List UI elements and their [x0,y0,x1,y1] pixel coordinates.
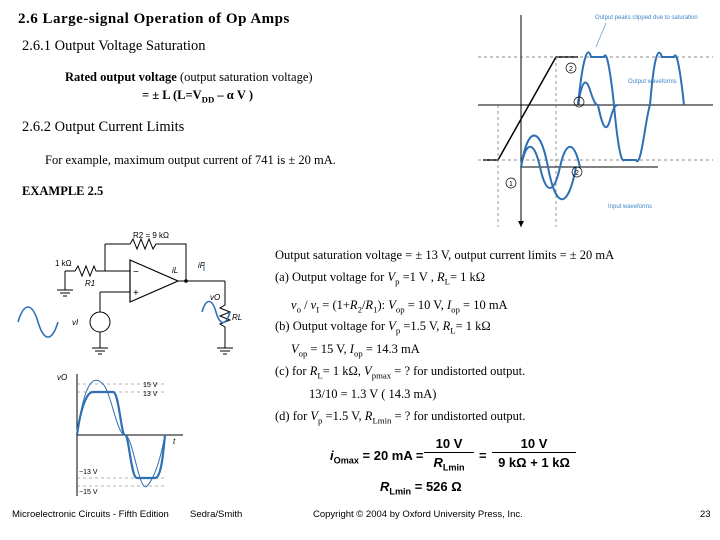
mark-1-bottom: 1 [509,181,513,188]
output-node [184,279,188,283]
noninverting-input-sign: + [133,288,139,299]
gain-vop-value: = 10 V, [404,298,447,312]
gain-line [291,298,508,315]
gain-vi: v [310,298,317,312]
part-b-iop: I [349,342,354,356]
vo-label: vO [210,293,221,302]
rated-eq-sub: DD [201,94,215,105]
part-c-text: (c) for [275,364,310,378]
rl-label: RL [232,313,243,322]
part-c-result: 13/10 = 1.3 V ( 14.3 mA) [309,387,437,401]
mark-2-bottom: 2 [575,170,579,177]
part-b-rl-value: = 1 kΩ [455,319,491,333]
part-d-vp: V [310,409,319,423]
example-sentence: For example, maximum output current of 741 is ± 20 mA. [45,153,336,167]
vo-axis-label: vO [57,373,68,382]
gain-r1: R [365,298,374,312]
part-d-tail: = ? for undistorted output. [391,409,526,423]
part-a-rl: R [436,270,445,284]
gain-vi-sub: I [316,304,320,315]
output-sine-icon [202,302,230,323]
output-waveform-plot [55,366,185,498]
formula-result: $R_{Lmin} = 526$ Ω [380,479,462,497]
example-heading: EXAMPLE 2.5 [22,184,104,198]
transfer-curve [483,57,578,160]
gain-iop-value: = 10 mA [459,298,508,312]
footer-page-number: 23 [700,509,711,520]
part-a-rl-sub: L [444,276,450,287]
part-d-vp-sub: p [318,415,323,426]
gain-vo: v [291,298,297,312]
gain-iop: I [446,298,452,312]
inverting-input-sign: − [133,267,139,278]
annotation-output-peaks: Output peaks clipped due to saturation [595,15,698,21]
part-b-vop-value: = 15 V, [307,342,350,356]
rated-output-bold: Rated output voltage [65,70,177,84]
section-heading-output-voltage-saturation: 2.6.1 Output Voltage Saturation [22,38,206,54]
gain-slash: / [300,298,311,312]
part-a-vp-value: =1 V , [399,270,437,284]
formula-num2: 10 V [520,436,548,451]
r2-label: R2 = 9 kΩ [133,231,169,240]
tick-neg15v: −15 V [79,489,98,496]
part-b-rl-sub: L [450,325,456,336]
gain-close: ): [377,298,389,312]
gain-r1-sub: 1 [373,304,378,315]
part-c-line [275,364,525,381]
mark-2-top: 2 [569,66,573,73]
gain-open: = (1+ [319,298,350,312]
part-d-rlmin: R [364,409,373,423]
r1-label: R1 [85,279,96,288]
part-b-vp-value: =1.5 V, [400,319,443,333]
part-d-line [275,409,526,426]
tick-15v: 15 V [143,382,158,389]
page-title: 2.6 Large-signal Operation of Op Amps [18,11,290,27]
rated-output-line [65,70,313,85]
part-b-iop-value: = 14.3 mA [362,342,420,356]
r1-resistor [65,266,130,276]
footer-authors: Sedra/Smith [190,509,243,520]
formula-den1: $R_{Lmin}$ [433,455,465,473]
part-c-rl-value: = 1 kΩ, [322,364,365,378]
rated-eq-main: = ± L (L=V [142,88,202,102]
rated-output-rest: (output saturation voltage) [176,70,313,84]
part-b-line [275,319,491,336]
r1-value-label: 1 kΩ [55,259,72,268]
section-heading-output-current-limits: 2.6.2 Output Current Limits [22,119,185,135]
part-b-vp: V [388,319,396,333]
part-b-iop-sub: op [353,348,363,359]
part-b-vop-sub: op [298,348,308,359]
annotation-output-waveforms: Output waveforms [628,79,677,85]
formula-den2: 9 kΩ + 1 kΩ [498,455,570,470]
gain-vop-sub: op [395,304,405,315]
output-waveform-clipped [578,52,684,161]
mark-1-top: 1 [577,100,581,107]
input-source-icon [90,312,110,332]
part-a-vp: V [387,270,396,284]
annotation-output-peaks-pointer [596,23,606,47]
input-sine-icon [18,307,58,337]
rated-eq-tail: – α V ) [214,88,253,102]
transfer-characteristic-figure [478,5,718,227]
formula-lhs: $i_{Omax} = 20$ mA = [330,448,424,466]
op-amp-circuit [10,230,255,360]
part-b-result [291,342,420,359]
if-label: iF [198,261,205,270]
part-c-vpmax: V [364,364,372,378]
gain-iop-sub: op [451,304,460,315]
part-a-vp-sub: p [395,276,400,287]
time-axis-label: t [173,437,176,446]
part-b-rl: R [442,319,451,333]
gain-div: / [361,298,366,312]
il-label: iL [172,266,179,275]
tick-neg13v: −13 V [79,469,98,476]
part-b-vop: V [291,342,299,356]
vi-label: vI [72,318,79,327]
tick-13v: 13 V [143,391,158,398]
gain-r2-sub: 2 [357,304,362,315]
part-a-rl-value: = 1 kΩ [449,270,486,284]
rated-output-equation [142,88,253,105]
part-c-tail: = ? for undistorted output. [391,364,526,378]
footer-copyright: Copyright © 2004 by Oxford University Press, Inc. [313,509,523,520]
part-c-rl: R [309,364,318,378]
part-c-vpmax-sub: pmax [371,370,392,381]
gain-vop: V [388,298,396,312]
part-b-vp-sub: p [395,325,401,336]
saturation-limits-line: Output saturation voltage = ± 13 V, output current limits = ± 20 mA [275,248,615,262]
part-c-rl-sub: L [317,370,323,381]
gain-r2: R [349,298,358,312]
part-d-rlmin-sub: Lmin [372,415,392,426]
part-a-text: (a) Output voltage for [275,270,388,284]
part-a-line [275,270,485,287]
gain-vo-sub: o [296,304,301,315]
part-b-text: (b) Output voltage for [275,319,389,333]
formula-num1: 10 V [435,436,463,451]
annotation-input-waveforms: Input waveforms [608,204,653,210]
formula-eq2: = [479,448,487,463]
part-d-text: (d) for [275,409,311,423]
formula-bar2 [492,452,576,453]
formula-bar1 [424,452,474,453]
part-d-vp-value: =1.5 V, [322,409,365,423]
time-arrow-icon [518,221,524,227]
footer-book-title: Microelectronic Circuits - Fifth Edition [12,509,169,520]
